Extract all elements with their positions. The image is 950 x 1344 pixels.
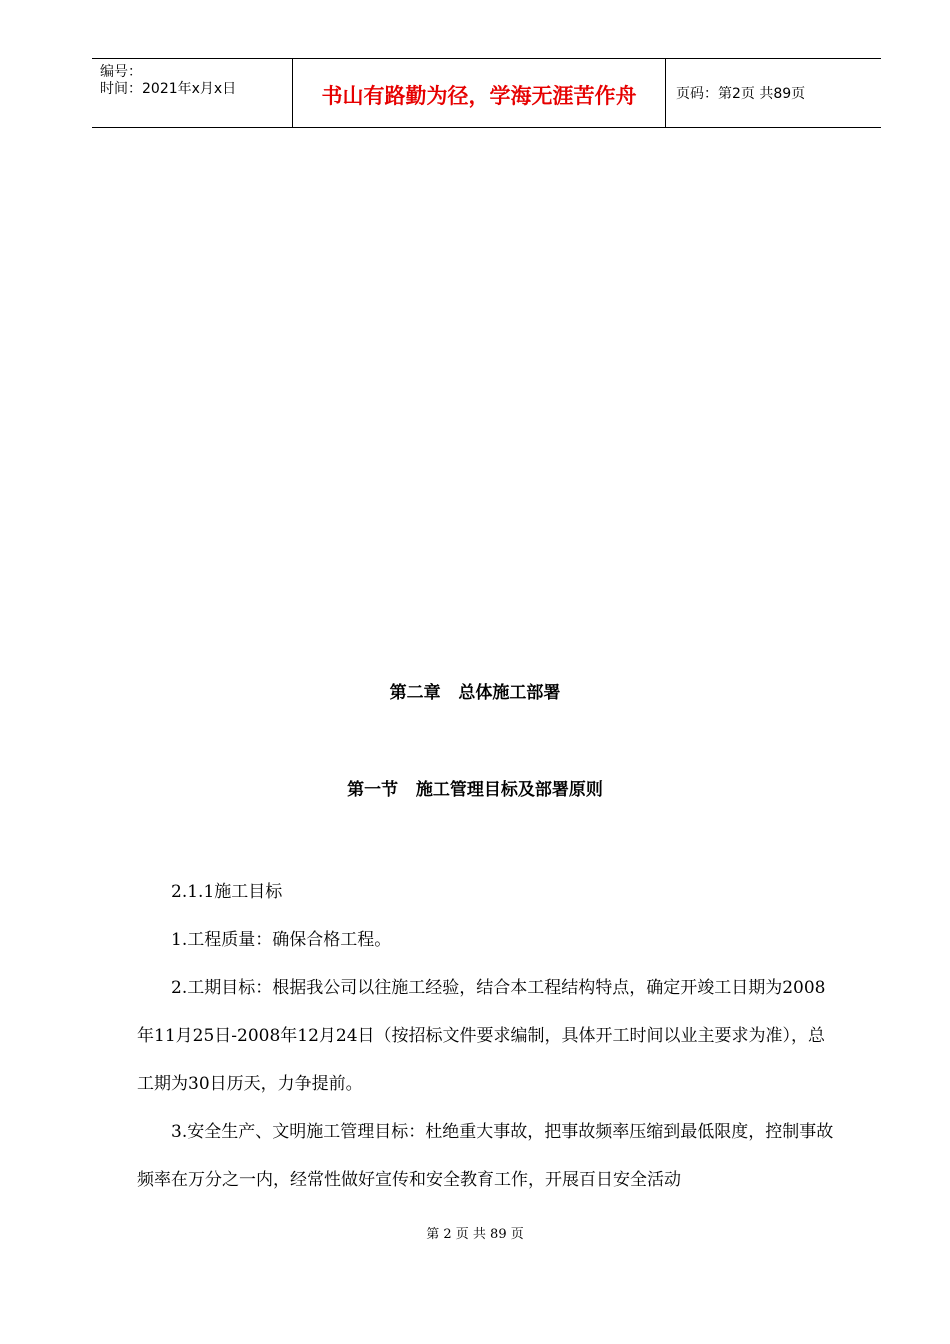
header-page-info: 页码：第2页 共89页 (676, 86, 806, 102)
section-title: 第一节 施工管理目标及部署原则 (347, 780, 603, 800)
subheading: 2.1.1施工目标 (171, 882, 283, 902)
paragraph-safety: 3.安全生产、文明施工管理目标：杜绝重大事故，把事故频率压缩到最低限度，控制事故频率在万分之一内，经常性做好宣传和安全教育工作，开展百日安全活动 (137, 1122, 834, 1190)
document-body (137, 868, 837, 1204)
header-page-cell (666, 59, 881, 127)
header-number-label: 编号： (100, 64, 142, 80)
page-footer: 第 2 页 共 89 页 (426, 1227, 524, 1242)
page-header (92, 58, 881, 128)
header-motto-cell (293, 59, 666, 127)
header-time-label: 时间：2021年x月x日 (100, 81, 237, 97)
paragraph-schedule: 2.工期目标：根据我公司以往施工经验，结合本工程结构特点，确定开竣工日期为2008年11月25日-2008年12月24日（按招标文件要求编制，具体开工时间以业主要求为准），总工期为30日历天，力争提前。 (137, 978, 826, 1094)
paragraph-quality: 1.工程质量：确保合格工程。 (171, 930, 392, 950)
chapter-title: 第二章 总体施工部署 (389, 683, 561, 703)
header-motto: 书山有路勤为径，学海无涯苦作舟 (321, 84, 637, 108)
header-meta-cell (92, 59, 293, 127)
